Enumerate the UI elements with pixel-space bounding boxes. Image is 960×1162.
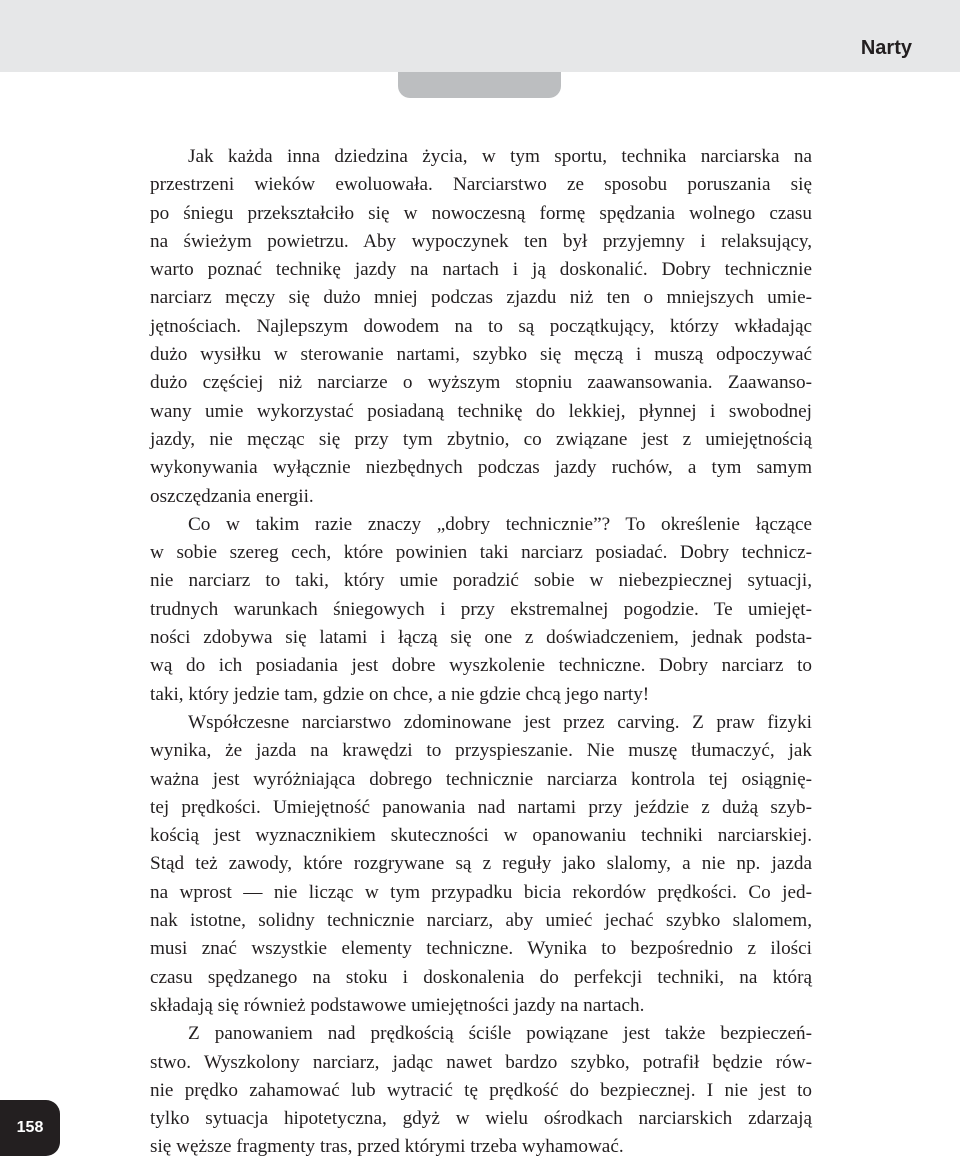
text-line: wą do ich posiadania jest dobre wyszkolenie techniczne. Dobry narciarz to — [150, 655, 812, 677]
text-line: wany umie wykorzystać posiadaną technikę do lekkiej, płynnej i swobodnej — [150, 400, 812, 422]
text-line: przestrzeni wieków ewoluowała. Narciarstwo ze sposobu poruszania się — [150, 174, 812, 196]
header-tab-decoration — [398, 72, 561, 98]
paragraph — [150, 1020, 812, 1161]
text-line: ważna jest wyróżniająca dobrego technicznie narciarza kontrola tej osiągnię- — [150, 768, 812, 790]
text-line: składają się również podstawowe umiejętności jazdy na nartach. — [150, 994, 645, 1016]
text-line: oszczędzania energii. — [150, 485, 314, 507]
text-line: kością jest wyznacznikiem skuteczności w opanowaniu techniki narciarskiej. — [150, 825, 812, 847]
text-line: trudnych warunkach śniegowych i przy ekstremalnej pogodzie. Te umiejęt- — [150, 598, 812, 620]
text-line: Jak każda inna dziedzina życia, w tym sportu, technika narciarska na — [188, 146, 812, 167]
text-line: Stąd też zawody, które rozgrywane są z reguły jako slalomy, a nie np. jazda — [150, 853, 812, 875]
text-line: musi znać wszystkie elementy techniczne. Wynika to bezpośrednio z ilości — [150, 938, 812, 960]
text-line: jazdy, nie męcząc się przy tym zbytnio, co związane jest z umiejętnością — [150, 428, 812, 450]
text-line: Współczesne narciarstwo zdominowane jest przez carving. Z praw fizyki — [188, 711, 812, 733]
text-line: czasu spędzanego na stoku i doskonalenia do perfekcji techniki, na którą — [150, 966, 812, 988]
text-line: po śniegu przekształciło się w nowoczesną formę spędzania wolnego czasu — [150, 202, 812, 224]
running-header-band — [0, 0, 960, 72]
text-line: nak istotne, solidny technicznie narciarz, aby umieć jechać szybko slalomem, — [150, 910, 812, 932]
page-number: 158 — [16, 1119, 44, 1136]
text-line: tej prędkości. Umiejętność panowania nad nartami przy jeździe z dużą szyb- — [150, 796, 812, 818]
text-line: nie prędko zahamować lub wytracić tę prędkość do bezpiecznej. I nie jest to — [150, 1079, 812, 1101]
text-line: na wprost — nie licząc w tym przypadku bicia rekordów prędkości. Co jed- — [150, 881, 812, 903]
text-line: jętnościach. Najlepszym dowodem na to są początkujący, którzy wkładając — [150, 315, 812, 337]
text-line: Z panowaniem nad prędkością ściśle powiązane jest także bezpieczeń- — [188, 1023, 812, 1045]
text-line: wykonywania wyłącznie niezbędnych podczas jazdy ruchów, a tym samym — [150, 457, 812, 479]
text-line: nie narciarz to taki, który umie poradzić sobie w niebezpiecznej sytuacji, — [150, 570, 812, 592]
paragraph — [150, 511, 812, 709]
text-line: na świeżym powietrzu. Aby wypoczynek ten był przyjemny i relaksujący, — [150, 230, 812, 252]
text-line: w sobie szereg cech, które powinien taki narciarz posiadać. Dobry technicz- — [150, 542, 812, 564]
running-header-title: Narty — [860, 37, 912, 59]
paragraph — [150, 709, 812, 1020]
text-line: się węższe fragmenty tras, przed którymi trzeba wyhamować. — [150, 1136, 624, 1158]
text-line: wynika, że jazda na krawędzi to przyspieszanie. Nie muszę tłumaczyć, jak — [150, 740, 812, 762]
text-line: stwo. Wyszkolony narciarz, jadąc nawet bardzo szybko, potrafił będzie rów- — [150, 1051, 812, 1073]
text-line: narciarz męczy się dużo mniej podczas zjazdu niż ten o mniejszych umie- — [150, 287, 812, 309]
text-line: tylko sytuacja hipotetyczna, gdyż w wielu ośrodkach narciarskich zdarzają — [150, 1108, 812, 1130]
body-text — [150, 143, 812, 1162]
text-line: Co w takim razie znaczy „dobry technicznie”? To określenie łączące — [188, 513, 812, 535]
paragraph — [150, 143, 812, 511]
text-line: dużo wysiłku w sterowanie nartami, szybko się męczą i muszą odpoczywać — [150, 344, 812, 366]
text-line: ności zdobywa się latami i łączą się one z doświadczeniem, jednak podsta- — [150, 627, 812, 649]
text-line: warto poznać technikę jazdy na nartach i ją doskonalić. Dobry technicznie — [150, 259, 812, 281]
text-line: taki, który jedzie tam, gdzie on chce, a nie gdzie chcą jego narty! — [150, 683, 650, 705]
text-line: dużo częściej niż narciarze o wyższym stopniu zaawansowania. Zaawanso- — [150, 372, 812, 394]
